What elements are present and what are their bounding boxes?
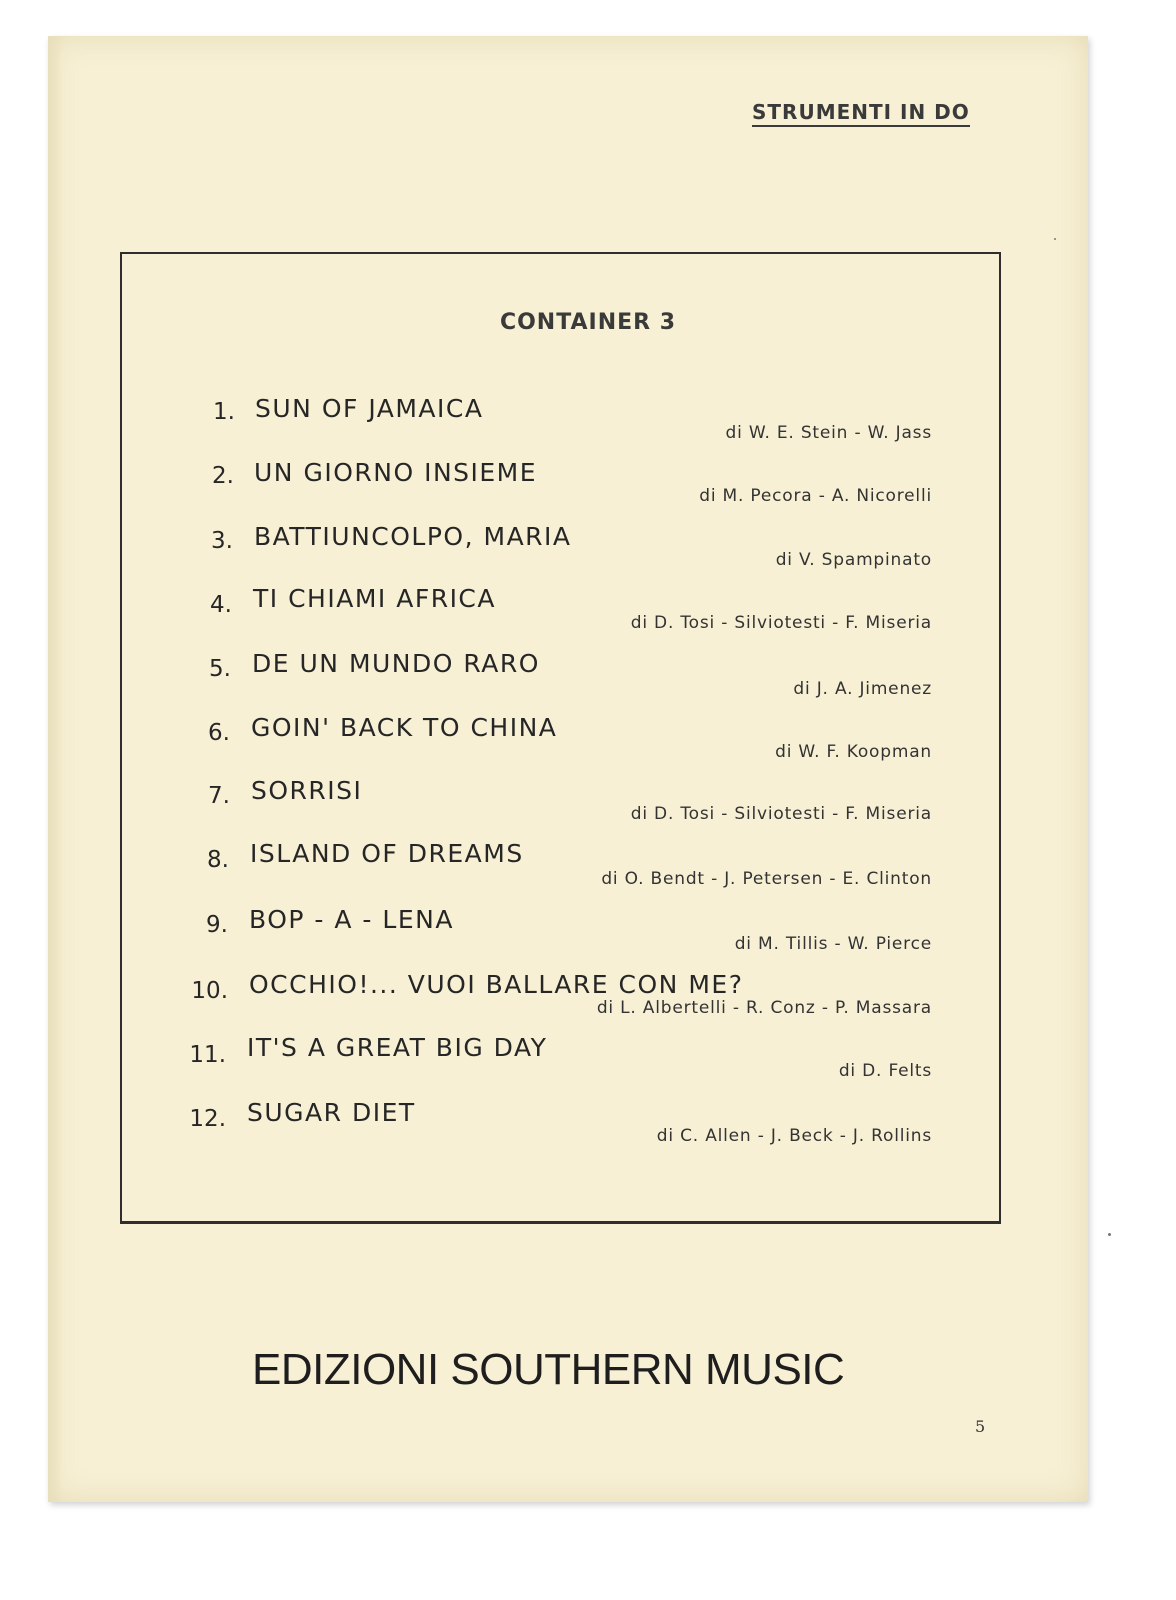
track-title: TI CHIAMI AFRICA	[253, 584, 496, 613]
track-title: BATTIUNCOLPO, MARIA	[254, 522, 572, 551]
section-header: STRUMENTI IN DO	[752, 100, 970, 127]
track-number: 10.	[191, 978, 228, 1004]
track-number: 8.	[207, 847, 229, 873]
track-authors: di W. F. Koopman	[775, 742, 932, 762]
track-title: IT'S A GREAT BIG DAY	[247, 1033, 548, 1062]
track-authors: di D. Tosi - Silviotesti - F. Miseria	[630, 613, 932, 633]
track-number: 1.	[213, 399, 235, 425]
track-authors: di D. Felts	[838, 1061, 932, 1081]
contents-title: CONTAINER 3	[499, 310, 677, 335]
track-authors: di V. Spampinato	[775, 550, 932, 570]
track-authors: di J. A. Jimenez	[793, 679, 932, 699]
track-title: GOIN' BACK TO CHINA	[251, 713, 558, 742]
track-title: UN GIORNO INSIEME	[254, 458, 538, 487]
track-title: BOP - A - LENA	[249, 905, 454, 934]
paper-speck	[1054, 238, 1056, 240]
track-number: 11.	[189, 1042, 226, 1068]
track-authors: di W. E. Stein - W. Jass	[725, 423, 932, 443]
track-authors: di C. Allen - J. Beck - J. Rollins	[656, 1126, 932, 1146]
page-number: 5	[975, 1417, 986, 1436]
track-number: 6.	[208, 720, 230, 746]
track-authors: di O. Bendt - J. Petersen - E. Clinton	[601, 869, 932, 889]
track-number: 5.	[209, 656, 231, 682]
track-authors: di D. Tosi - Silviotesti - F. Miseria	[630, 804, 932, 824]
track-title: SUGAR DIET	[247, 1098, 416, 1127]
track-number: 9.	[206, 912, 228, 938]
track-authors: di L. Albertelli - R. Conz - P. Massara	[596, 998, 932, 1018]
track-number: 3.	[211, 528, 233, 554]
track-authors: di M. Pecora - A. Nicorelli	[699, 486, 932, 506]
track-title: DE UN MUNDO RARO	[252, 649, 540, 678]
track-authors: di M. Tillis - W. Pierce	[734, 934, 932, 954]
track-number: 12.	[189, 1106, 226, 1132]
track-number: 2.	[212, 463, 234, 489]
track-number: 4.	[210, 592, 232, 618]
track-title: SUN OF JAMAICA	[255, 394, 484, 423]
track-number: 7.	[208, 783, 230, 809]
paper-speck	[1108, 1233, 1111, 1236]
publisher-name: EDIZIONI SOUTHERN MUSIC	[252, 1345, 845, 1394]
track-title: SORRISI	[251, 776, 363, 805]
track-title: OCCHIO!... VUOI BALLARE CON ME?	[249, 970, 744, 999]
track-title: ISLAND OF DREAMS	[250, 839, 524, 868]
